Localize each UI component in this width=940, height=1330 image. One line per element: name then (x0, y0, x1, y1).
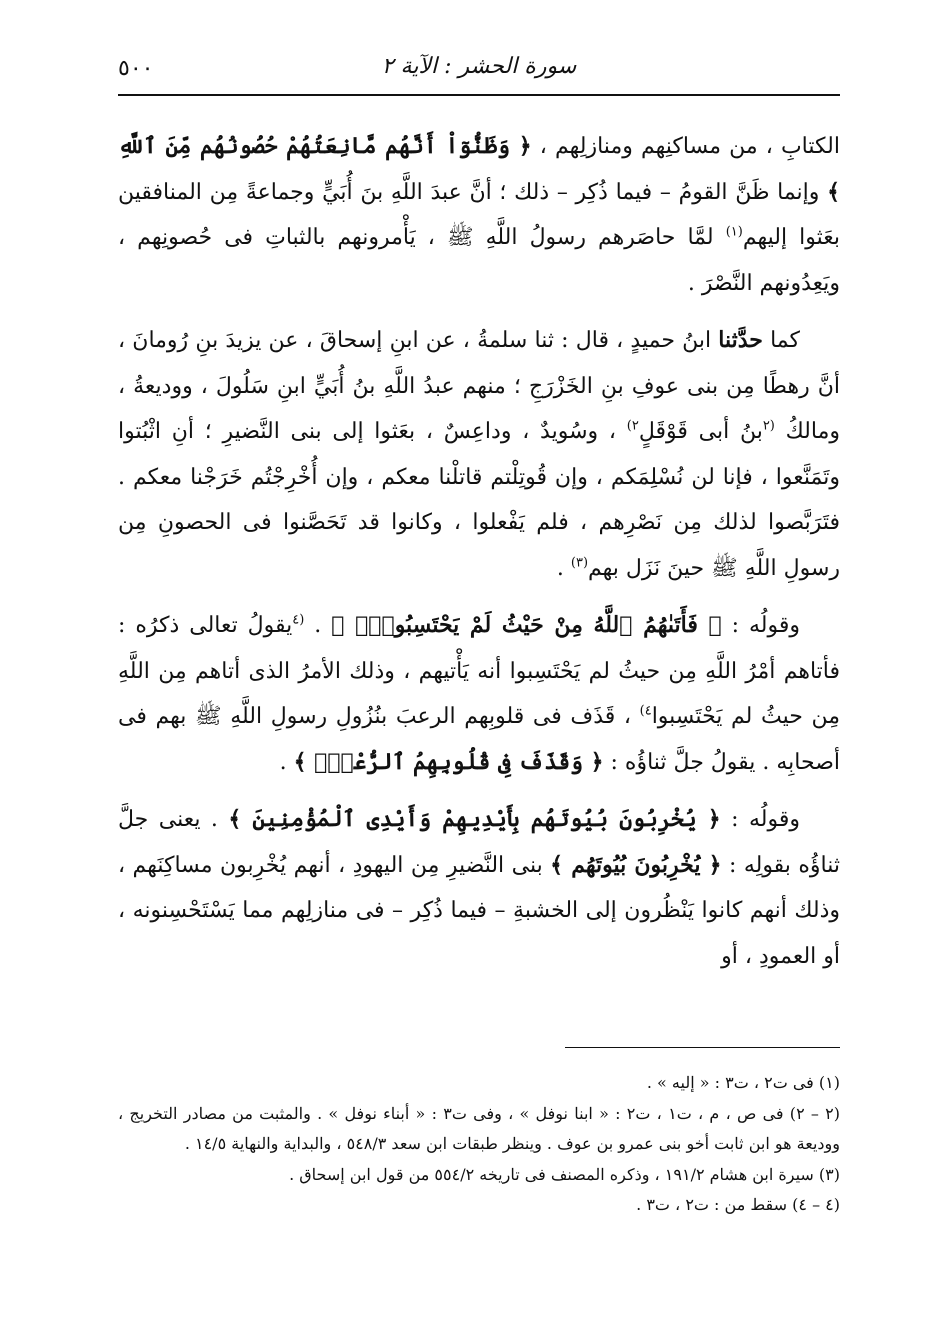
text-segment: وإنما ظَنَّ القومُ – فيما ذُكِر – ذلك ؛ أنَّ عبدَ اللَّهِ بنَ أُبَيٍّ وجماعةً مِن المنافقين بعَثوا إليهم (118, 179, 840, 250)
footnote: (٢ – ٢) فى ص ، م ، ت١ ، ت٢ : « ابنا نوفل » ، وفى ت٣ : « أبناء نوفل » . والمثبت من مصادر التخريج ، ووديعة هو ابن ثابت أخو بنى عمرو بن عوف . وينظر طبقات ابن سعد ٥٤٨/٣ ، والبداية والنهاية ١٤/٥ . (118, 1103, 840, 1153)
text-segment: بنُ أبى قَوْقَلٍ (638, 419, 763, 444)
paragraph (118, 603, 840, 785)
text-segment: ابنُ حميدٍ ، قال : ثنا سلمةُ ، عن ابنِ إسحاقَ ، عن يزيدَ بنِ رُومانَ ، أنَّ رهطًا مِن بنى عوفِ بنِ الخَزْرَجِ ؛ منهم عبدُ اللَّهِ بنُ أُبَيٍّ ابنِ سَلُولَ ، ووديعةُ ، ومالكُ (118, 328, 840, 444)
footnote-reference: (٤ (292, 612, 305, 628)
footnote: (٤ – ٤) سقط من : ت٢ ، ت٣ . (636, 1195, 840, 1214)
text-segment: كما (762, 328, 801, 353)
text-segment: . يعنى جلَّ ثناؤُه بقولِه : (118, 807, 841, 878)
footnote-reference: (٢ (762, 418, 775, 434)
page-number: ٥٠٠ (118, 56, 154, 81)
text-segment: . (279, 749, 294, 775)
text-segment: بنى النَّضيرِ مِن اليهودِ ، أنهم يُخْرِبون مساكِنَهم ، وذلك أنهم كانوا يَنْظُرون إلى الخشبةِ – فيما ذُكِر – فى منازلِهم مما يَسْتَحْسِنونه ، أو العمودِ ، أو (118, 852, 840, 969)
quran-verse: حدَّثنا (718, 327, 763, 353)
text-segment: ، قَذَف فى قلوبِهم الرعبَ بنُزُولِ رسولِ اللَّهِ ﷺ بهم فى أصحابِه . يقولُ جلَّ ثناؤُه : (118, 704, 840, 775)
footnotes (118, 1068, 840, 1221)
text-segment: الكتابِ ، من مساكنِهم ومنازلِهم ، (531, 134, 840, 159)
paragraph (118, 124, 840, 306)
quran-verse: ﴿ يُخْرِبُونَ بُيُوتَهُم ﴾ (550, 851, 722, 878)
footnote-divider (565, 1047, 840, 1048)
text-segment: ، وسُويدٌ ، وداعِسٌ ، بعَثوا إلى بنى النَّضيرِ ؛ أنِ اثْبُتوا وتَمَنَّعوا ، فإنا لن نُسْلِمَكم ، وإن قُوتِلْتم قاتلْنا معكم ، وإن أُخْرِجْتُم خَرَجْنا معكم . فتَرَبَّصوا لذلك مِن نَصْرِهم ، فلم يَفْعلوا ، وكانوا قد تَحَصَّنوا فى الحصونِ مِن رسولِ اللَّهِ ﷺ حينَ نَزَل بهم (118, 419, 840, 581)
text-segment: وقولُه : (720, 807, 800, 832)
quran-verse: ﴿ يُخْرِبُونَ بُيُوتَهُم بِأَيْدِيهِمْ وَأَيْدِى ٱلْمُؤْمِنِينَ ﴾ (228, 806, 721, 832)
text-segment: . (304, 613, 332, 638)
quran-verse: ﴿ فَأَتَىٰهُمُ ٱللَّهُ مِنْ حَيْثُ لَمْ يَحْتَسِبُواْۖ ﴾ (331, 612, 722, 638)
text-segment: يقولُ تعالى ذكرُه : فأتاهم أمْرُ اللَّهِ مِن حيثُ لم يَحْتَسِبوا أنه يَأْتيهم ، وذلك الأمرُ الذى أتاهم مِن اللَّهِ مِن حيثُ لم يَحْتَسِبوا (118, 613, 840, 729)
text-segment: . (556, 555, 571, 581)
paragraph (118, 797, 840, 979)
quran-verse: ﴿ وَظَنُّوٓاْ أَنَّهُم مَّانِعَتُهُمْ حُصُونُهُم مِّنَ ٱللَّهِ ﴾ (118, 133, 840, 205)
footnote-reference: (١) (725, 224, 743, 240)
footnote-reference: ٤) (639, 703, 652, 719)
paragraph (118, 318, 840, 591)
page-title: سورة الحشر : الآية ٢ (381, 54, 577, 79)
footnote: (١) فى ت٢ ، ت٣ : « إليه » . (646, 1073, 840, 1092)
main-text (118, 124, 840, 979)
text-segment: لمَّا حاصَرهم رسولُ اللَّهِ ﷺ ، يَأْمرونهم بالثباتِ فى حُصونِهم ، ويَعِدُونهم النَّصْرَ . (118, 225, 840, 296)
running-header (118, 48, 840, 96)
footnote: (٣) سيرة ابن هشام ١٩١/٢ ، وذكره المصنف فى تاريخه ٥٥٤/٢ من قول ابن إسحاق . (289, 1164, 840, 1184)
text-segment: وقولُه : (721, 613, 800, 638)
footnote-reference: ٢) (626, 418, 639, 434)
footnote-reference: (٣) (570, 555, 589, 571)
quran-verse: ﴿ وَقَذَفَ فِى قُلُوبِهِمُ ٱلرُّعْبَۚ ﴾ (293, 748, 604, 775)
